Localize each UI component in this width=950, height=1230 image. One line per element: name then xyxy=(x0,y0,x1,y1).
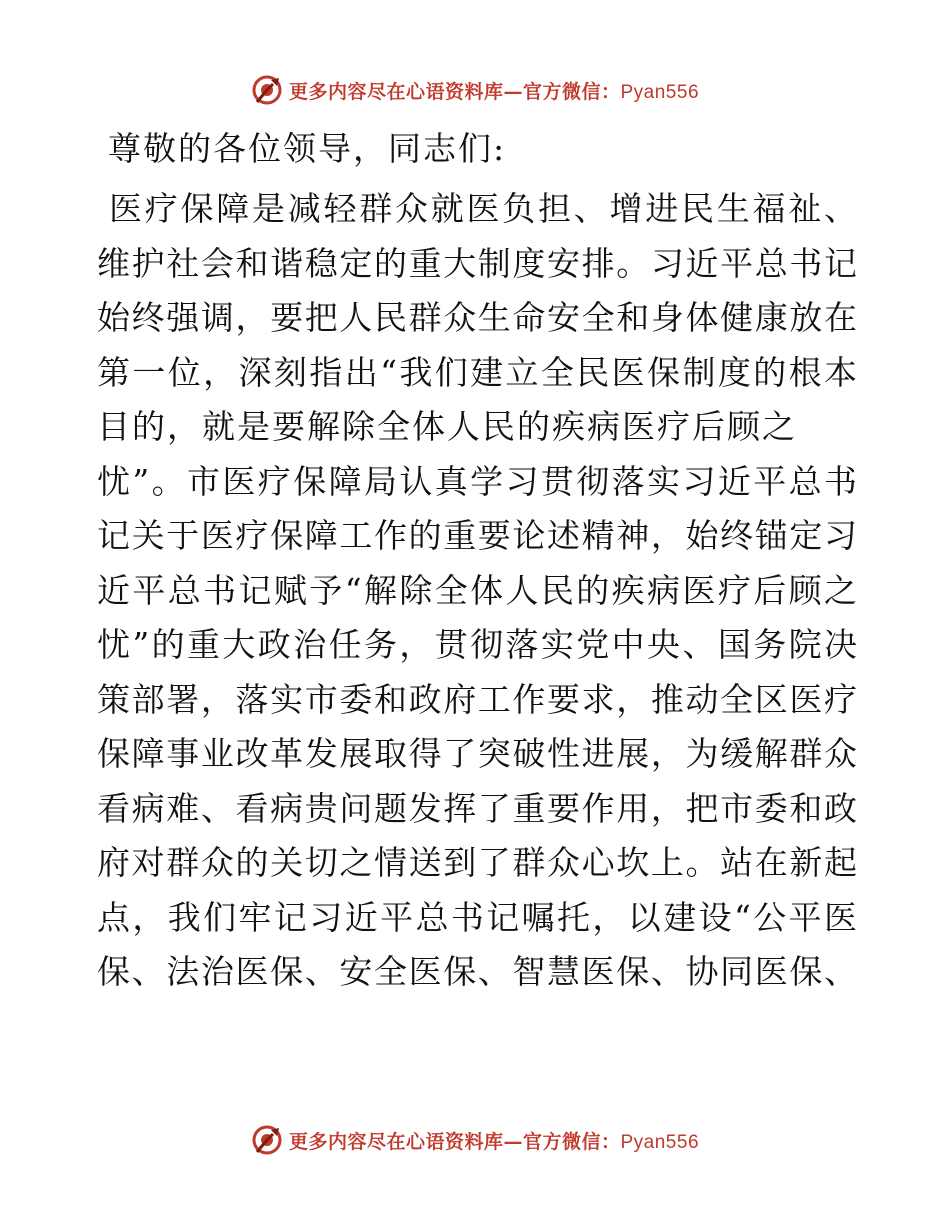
paragraph-line: 保障事业改革发展取得了突破性进展，为缓解群众 xyxy=(97,734,857,773)
footer-banner-text: 更多内容尽在心语资料库—官方微信：Pyan556 xyxy=(288,1130,700,1153)
paragraph-line: 忧”的重大政治任务，贯彻落实党中央、国务院决 xyxy=(97,625,857,664)
paragraph-line: 目的，就是要解除全体人民的疾病医疗后顾之 xyxy=(97,407,797,446)
header-banner-text: 更多内容尽在心语资料库—官方微信：Pyan556 xyxy=(288,80,700,103)
brand-logo-icon xyxy=(251,74,283,106)
paragraph-line: 府对群众的关切之情送到了群众心坎上。站在新起 xyxy=(97,843,857,882)
paragraph-line: 医疗保障是减轻群众就医负担、增进民生福祉、 xyxy=(109,189,857,228)
salutation: 尊敬的各位领导，同志们: xyxy=(108,129,507,168)
header-banner xyxy=(0,70,950,110)
paragraph-line: 保、法治医保、安全医保、智慧医保、协同医保、 xyxy=(97,952,857,991)
brand-logo-icon xyxy=(251,1124,283,1156)
footer-banner xyxy=(0,1120,950,1160)
paragraph-line: 忧”。市医疗保障局认真学习贯彻落实习近平总书 xyxy=(97,461,857,501)
paragraph-line: 近平总书记赋予“解除全体人民的疾病医疗后顾之 xyxy=(97,570,857,610)
paragraph-line: 始终强调，要把人民群众生命安全和身体健康放在 xyxy=(97,298,857,337)
paragraph-line: 点，我们牢记习近平总书记嘱托，以建设“公平医 xyxy=(97,897,857,937)
paragraph-line: 策部署，落实市委和政府工作要求，推动全区医疗 xyxy=(97,679,857,719)
paragraph-line: 看病难、看病贵问题发挥了重要作用，把市委和政 xyxy=(97,788,857,828)
paragraph-line: 记关于医疗保障工作的重要论述精神，始终锚定习 xyxy=(97,516,857,555)
footer-wechat-handle: Pyan556 xyxy=(620,1131,700,1153)
header-wechat-handle: Pyan556 xyxy=(620,81,700,103)
paragraph-line: 维护社会和谐稳定的重大制度安排。习近平总书记 xyxy=(97,243,857,283)
speech-paragraph xyxy=(97,182,857,1000)
paragraph-line: 第一位，深刻指出“我们建立全民医保制度的根本 xyxy=(97,352,857,392)
